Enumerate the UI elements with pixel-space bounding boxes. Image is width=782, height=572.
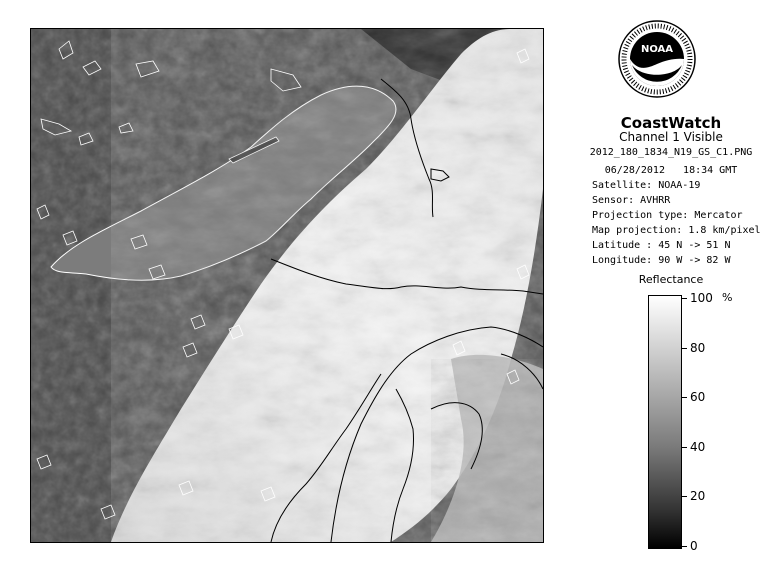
- logo-text: NOAA: [640, 44, 674, 55]
- time-value: 18:34 GMT: [683, 165, 738, 176]
- colorbar-tick-label: 0: [690, 539, 698, 553]
- noaa-logo: [618, 20, 696, 98]
- colorbar-tick-label: 20: [690, 489, 706, 504]
- app-title: CoastWatch: [620, 114, 722, 132]
- satellite-image-map[interactable]: [30, 28, 544, 543]
- date-time: [560, 165, 782, 176]
- sensor-info: Sensor: AVHRR: [592, 195, 671, 206]
- channel-subtitle: Channel 1 Visible: [619, 130, 723, 144]
- image-filename: 2012_180_1834_N19_GS_C1.PNG: [589, 147, 753, 158]
- colorbar-tick: [681, 447, 687, 448]
- colorbar-tick-label: 100: [690, 291, 713, 305]
- projection-info: Projection type: Mercator: [592, 210, 743, 221]
- colorbar-tick-label: 60: [690, 390, 706, 405]
- colorbar-tick: [681, 397, 687, 398]
- colorbar-tick-label: 80: [690, 340, 706, 355]
- satellite-info: Satellite: NOAA-19: [592, 180, 701, 191]
- colorbar-tick: [681, 496, 687, 497]
- reflectance-colorbar: [648, 295, 682, 549]
- colorbar-tick: [681, 348, 687, 349]
- latitude-info: Latitude : 45 N -> 51 N: [592, 240, 731, 251]
- colorbar-tick-label: 40: [690, 439, 706, 454]
- longitude-info: Longitude: 90 W -> 82 W: [592, 255, 731, 266]
- map-projection-info: Map projection: 1.8 km/pixel: [592, 225, 761, 236]
- colorbar-label: Reflectance: [638, 273, 704, 286]
- colorbar-tick: [681, 546, 687, 547]
- date-value: 06/28/2012: [604, 165, 665, 176]
- colorbar-unit: %: [722, 291, 733, 304]
- satellite-image: [31, 29, 543, 542]
- colorbar-tick: [681, 298, 687, 299]
